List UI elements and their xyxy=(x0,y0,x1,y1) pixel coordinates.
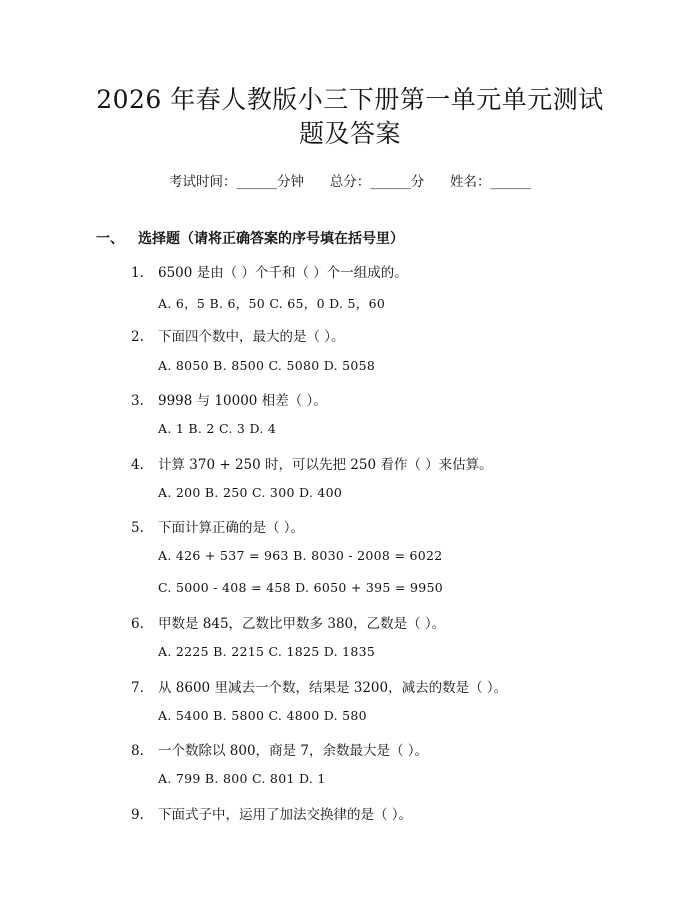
question-number: 1. xyxy=(131,265,144,281)
question-number: 8. xyxy=(131,743,144,759)
question-1 xyxy=(131,261,408,281)
question-8-options: A. 799 B. 800 C. 801 D. 1 xyxy=(158,771,326,786)
score-label: 总分： xyxy=(329,174,371,190)
question-8 xyxy=(131,739,428,759)
question-text: 下面式子中，运用了加法交换律的是（ ）。 xyxy=(158,807,413,823)
question-text: 下面计算正确的是（ ）。 xyxy=(158,520,305,536)
section-heading xyxy=(96,228,404,248)
question-2 xyxy=(131,325,345,345)
section-number: 一、 xyxy=(96,231,124,247)
score-unit: 分 xyxy=(410,174,425,190)
name-label: 姓名： xyxy=(450,174,491,190)
question-number: 3. xyxy=(131,393,144,409)
question-text: 计算 370 + 250 时，可以先把 250 看作（ ）来估算。 xyxy=(158,457,493,473)
question-number: 7. xyxy=(131,680,144,696)
page-title-line-1: 2026 年春人教版小三下册第一单元单元测试 xyxy=(96,85,604,114)
question-7 xyxy=(131,676,507,696)
page-title-line-2: 题及答案 xyxy=(298,119,401,148)
question-4 xyxy=(131,453,493,473)
exam-meta xyxy=(0,170,700,190)
name-blank: ______ xyxy=(490,174,531,190)
section-title: 选择题（请将正确答案的序号填在括号里） xyxy=(138,231,404,247)
question-2-options: A. 8050 B. 8500 C. 5080 D. 5058 xyxy=(158,358,376,373)
question-number: 6. xyxy=(131,616,144,632)
time-blank: ______ xyxy=(236,174,277,190)
question-5-options-line-1: A. 426 + 537 = 963 B. 8030 - 2008 = 6022 xyxy=(158,548,443,563)
question-5-options-line-2: C. 5000 - 408 = 458 D. 6050 + 395 = 9950 xyxy=(158,580,444,595)
question-number: 5. xyxy=(131,520,144,536)
score-blank: ______ xyxy=(370,174,411,190)
question-5 xyxy=(131,516,304,536)
question-text: 甲数是 845，乙数比甲数多 380，乙数是（ ）。 xyxy=(158,616,446,632)
question-7-options: A. 5400 B. 5800 C. 4800 D. 580 xyxy=(158,708,367,723)
question-text: 下面四个数中，最大的是（ ）。 xyxy=(158,329,345,345)
question-3 xyxy=(131,389,327,409)
question-4-options: A. 200 B. 250 C. 300 D. 400 xyxy=(158,485,343,500)
time-label: 考试时间： xyxy=(169,174,237,190)
question-6 xyxy=(131,612,445,632)
question-number: 2. xyxy=(131,329,144,345)
question-number: 9. xyxy=(131,807,144,823)
question-3-options: A. 1 B. 2 C. 3 D. 4 xyxy=(158,421,277,436)
question-1-options: A. 6，5 B. 6，50 C. 65，0 D. 5，60 xyxy=(158,296,386,311)
question-text: 9998 与 10000 相差（ ）。 xyxy=(158,393,327,409)
question-6-options: A. 2225 B. 2215 C. 1825 D. 1835 xyxy=(158,644,376,659)
question-text: 一个数除以 800，商是 7，余数最大是（ ）。 xyxy=(158,743,428,759)
question-number: 4. xyxy=(131,457,144,473)
time-unit: 分钟 xyxy=(277,174,304,190)
question-9 xyxy=(131,803,412,823)
question-text: 6500 是由（ ）个千和（ ）个一组成的。 xyxy=(158,265,408,281)
question-text: 从 8600 里减去一个数，结果是 3200，减去的数是（ ）。 xyxy=(158,680,508,696)
